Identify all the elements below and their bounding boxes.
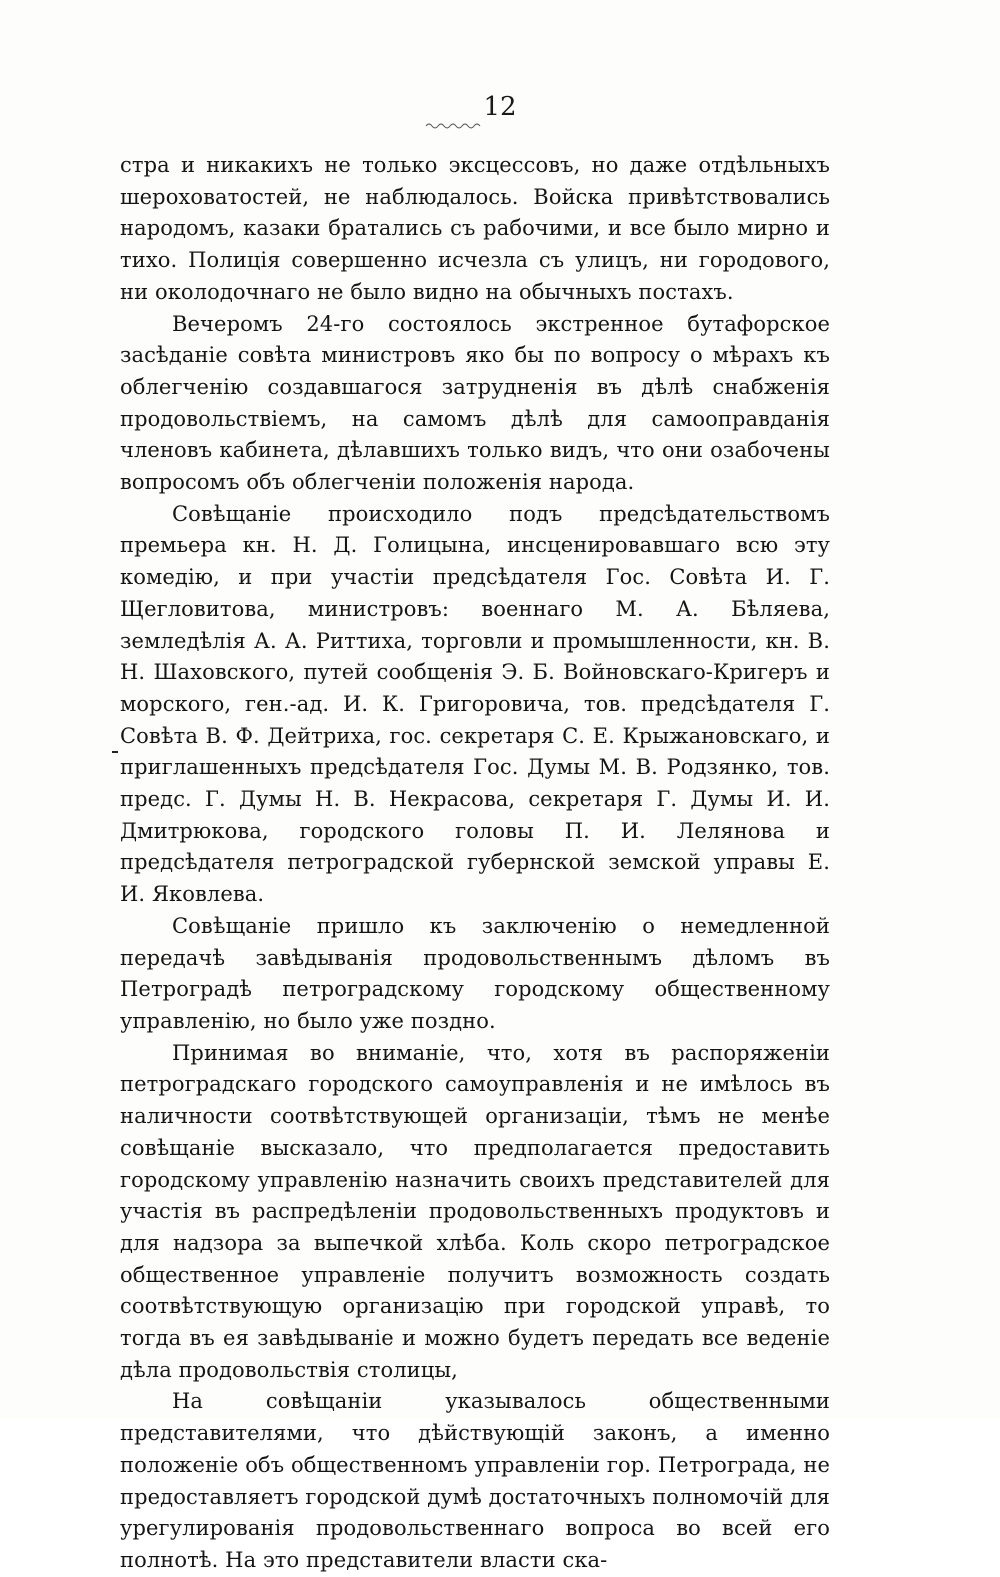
paragraph: Вечеромъ 24-го состоялось экстренное бутафорское засѣданіе совѣта министровъ яко бы по вопросу о мѣрахъ къ облегченію создавшагося затрудненія въ дѣлѣ снабженія продовольствіемъ, на самомъ дѣлѣ для самооправданія членовъ кабинета, дѣлавшихъ только видъ, что они озабочены вопросомъ объ облегченіи положенія народа. [120,311,830,495]
paragraph: Совѣщаніе пришло къ заключенію о немедленной передачѣ завѣдыванія продовольственнымъ дѣломъ въ Петроградѣ петроградскому городскому общественному управленію, но было уже поздно. [120,913,830,1033]
page-number: 12 [483,92,517,122]
paragraph: стра и никакихъ не только эксцессовъ, но даже отдѣльныхъ шероховатостей, не наблюдалось. Войска привѣтствовались народомъ, казаки братались съ рабочими, и все было мирно и тихо. Полиція совершенно исчезла съ улицъ, ни городового, ни околодочнаго не было видно на обычныхъ постахъ. [120,153,830,304]
page-number-ornament [425,120,483,130]
paragraph: Принимая во вниманіе, что, хотя въ распоряженіи петроградскаго городского самоуправленія и не имѣлось въ наличности соотвѣтствующей организаціи, тѣмъ не менѣе совѣщаніе высказало, что предполагается предоставить городскому управленію назначить своихъ представителей для участія въ распредѣленіи продовольственныхъ продуктовъ и для надзора за выпечкой хлѣба. Коль скоро петроградское общественное управленіе получитъ возможность создать соотвѣтствующую организацію при городской управѣ, то тогда въ ея завѣдываніе и можно будетъ передать все веденіе дѣла продовольствія столицы, [120,1040,830,1382]
paragraph: Совѣщаніе происходило подъ предсѣдательствомъ премьера кн. Н. Д. Голицына, инсценировавшаго всю эту комедію, и при участіи предсѣдателя Гос. Совѣта И. Г. Щегловитова, министровъ: военнаго М. А. Бѣляева, земледѣлія А. А. Риттиха, торговли и промышленности, кн. В. Н. Шаховского, путей сообщенія Э. Б. Войновскаго-Кригеръ и морского, ген.-ад. И. К. Григоровича, тов. предсѣдателя Г. Совѣта В. Ф. Дейтриха, гос. секретаря С. Е. Крыжановскаго, и приглашенныхъ предсѣдателя Гос. Думы М. В. Родзянко, тов. предс. Г. Думы Н. В. Некрасова, секретаря Г. Думы И. И. Дмитрюкова, городского головы П. И. Лелянова и предсѣдателя петроградской губернской земской управы Е. И. Яковлева. [120,501,830,907]
text-column [120,150,830,1577]
paragraph: На совѣщаніи указывалось общественными представителями, что дѣйствующій законъ, а именно положеніе объ общественномъ управленіи гор. Петрограда, не предоставляетъ городской думѣ достаточныхъ полномочій для урегулированія продовольственнаго вопроса во всей его полнотѣ. На это представители власти ска- [120,1389,830,1572]
margin-mark [112,751,118,753]
